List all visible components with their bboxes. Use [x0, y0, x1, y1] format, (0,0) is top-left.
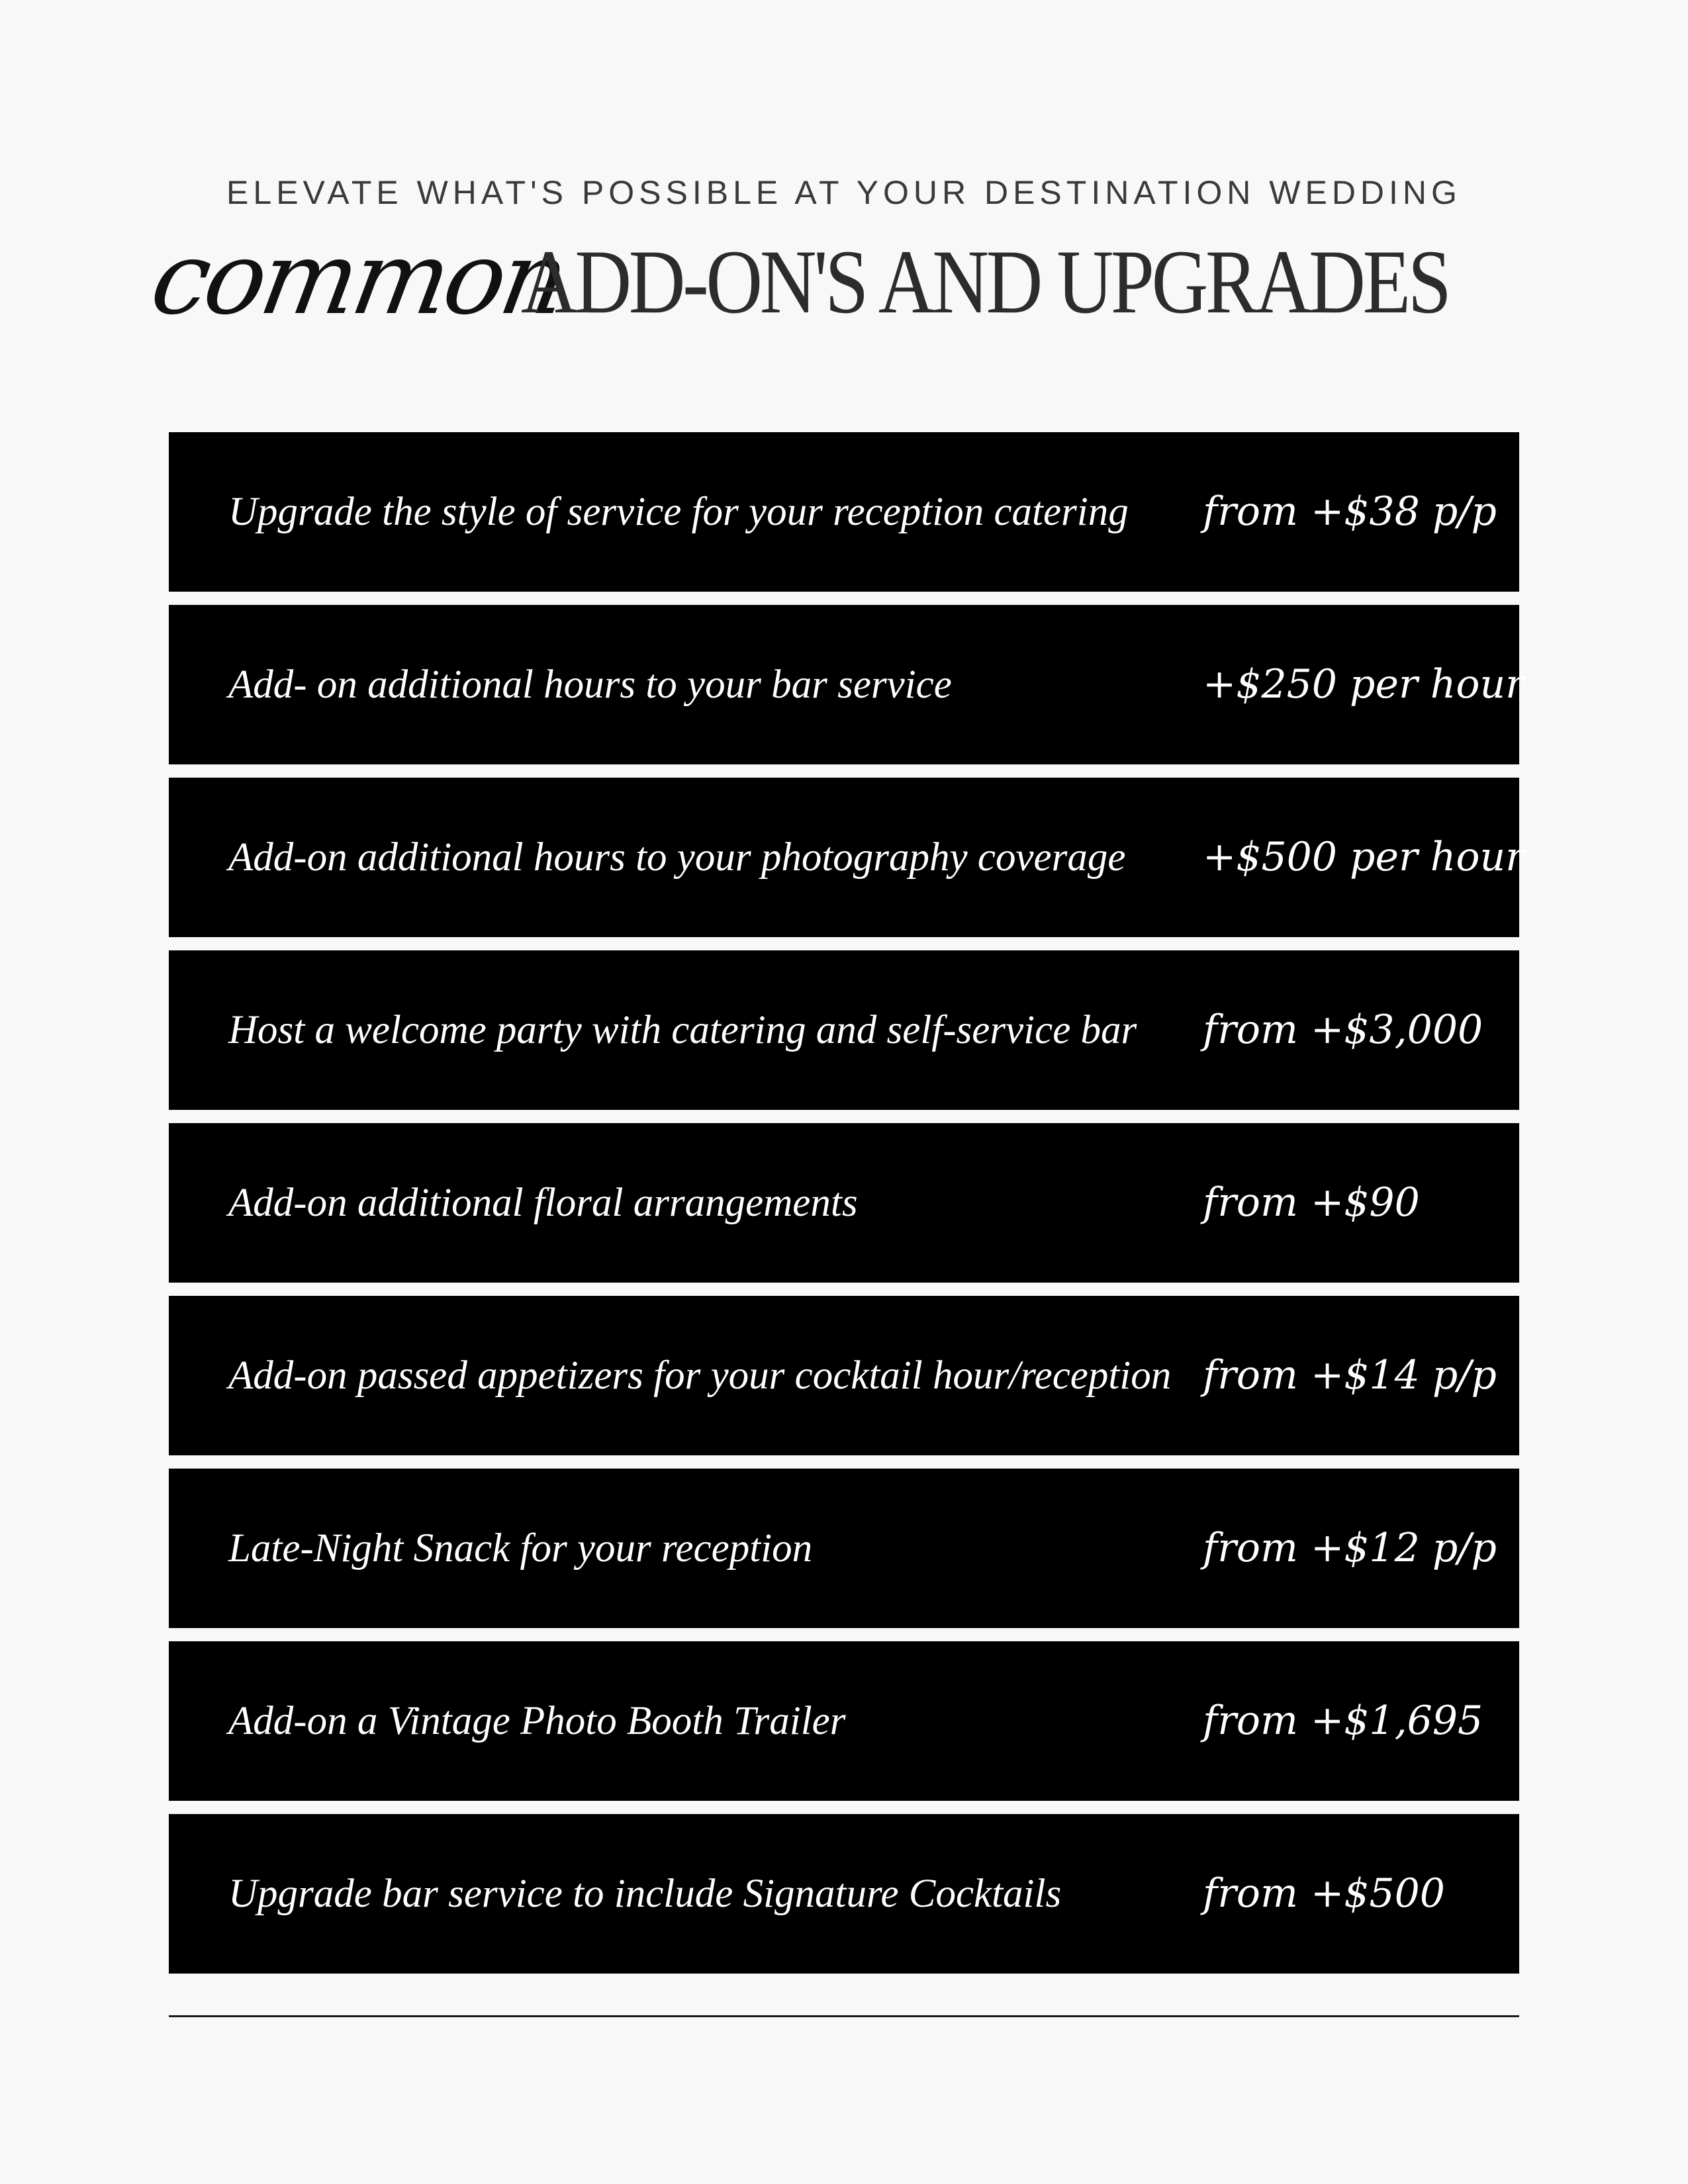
item-price: from +$38 p/p: [1203, 488, 1497, 535]
list-item: [169, 950, 1519, 1110]
item-price: +$250 per hour: [1203, 661, 1524, 707]
item-price: from +$500: [1203, 1870, 1445, 1917]
item-price: from +$12 p/p: [1203, 1525, 1497, 1571]
item-price: from +$1,695: [1203, 1698, 1483, 1744]
item-description: Add- on additional hours to your bar service: [228, 662, 952, 707]
item-description: Late-Night Snack for your reception: [228, 1526, 813, 1570]
item-description: Add-on passed appetizers for your cocktail hour/reception: [228, 1353, 1172, 1398]
eyebrow-subtitle: ELEVATE WHAT'S POSSIBLE AT YOUR DESTINATION WEDDING: [226, 174, 1462, 211]
list-item: [169, 1469, 1519, 1628]
list-item: [169, 778, 1524, 937]
item-description: Add-on additional hours to your photography coverage: [228, 835, 1126, 880]
list-item: [169, 1641, 1519, 1801]
item-price: from +$90: [1203, 1179, 1420, 1226]
list-item: [169, 1296, 1519, 1455]
item-price: from +$14 p/p: [1203, 1352, 1497, 1398]
item-description: Add-on additional floral arrangements: [228, 1181, 858, 1225]
list-item: [169, 1123, 1519, 1283]
item-price: +$500 per hour: [1203, 834, 1524, 880]
upgrades-list: [169, 432, 1524, 1987]
title-caps-text: ADD-ON'S AND UPGRADES: [521, 231, 1449, 332]
list-item: [169, 1814, 1519, 1974]
item-description: Add-on a Vintage Photo Booth Trailer: [228, 1699, 846, 1743]
item-description: Host a welcome party with catering and self-service bar: [228, 1008, 1137, 1052]
title-script-word: common: [143, 220, 574, 337]
page-title: [143, 220, 1530, 341]
list-item: [169, 432, 1519, 592]
bottom-divider: [169, 2015, 1519, 2017]
item-price: from +$3,000: [1203, 1007, 1483, 1053]
list-item: [169, 605, 1524, 764]
item-description: Upgrade bar service to include Signature Cocktails: [228, 1872, 1062, 1916]
item-description: Upgrade the style of service for your reception catering: [228, 490, 1129, 534]
